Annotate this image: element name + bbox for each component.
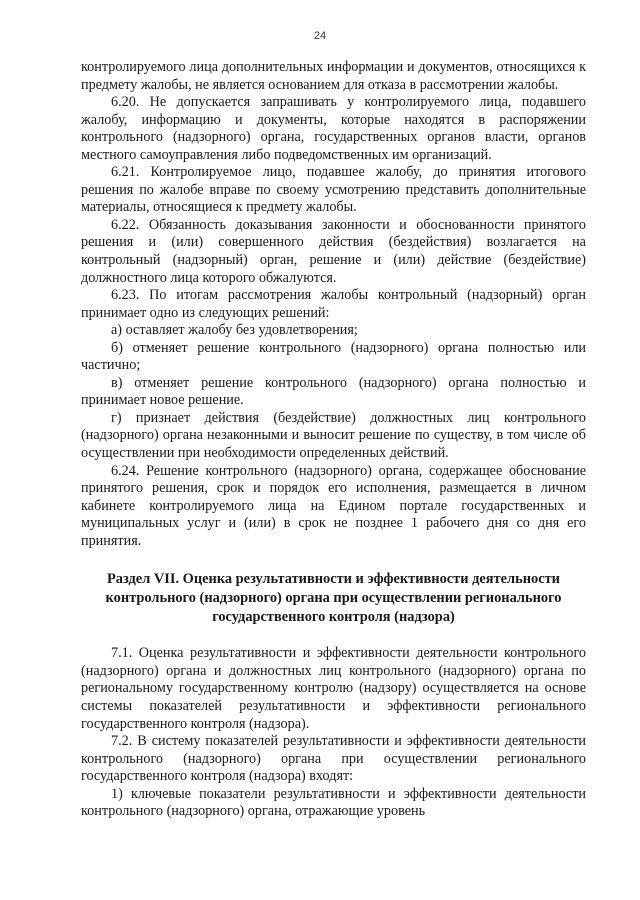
list-item-1: 1) ключевые показатели результативности и эффективности деятельности контрольного (надзорного) органа, отражающие уровень — [81, 785, 586, 820]
paragraph-6-22: 6.22. Обязанность доказывания законности и обоснованности принятого решения и (или) совершенного действия (бездействия) возлагается на контрольный (надзорный) орган, решение и (или) действие (бездействие) должностного лица которого обжалуются. — [81, 216, 586, 286]
paragraph-6-24: 6.24. Решение контрольного (надзорного) органа, содержащее обоснование принятого решения, срок и порядок его исполнения, размещается в личном кабинете контролируемого лица на Едином портале государственных и муниципальных услуг и (или) в срок не позднее 1 рабочего дня со дня его принятия. — [81, 462, 586, 549]
paragraph-6-20: 6.20. Не допускается запрашивать у контролируемого лица, подавшего жалобу, информацию и документы, которые находятся в распоряжении контрольного (надзорного) органа, государственных органов власти, органов местного самоуправления либо подведомственных им организаций. — [81, 94, 586, 163]
section-heading: Раздел VII. Оценка результативности и эффективности деятельности контрольного (надзорного) органа при осуществлении регионального государственного контроля (надзора) — [105, 571, 562, 626]
list-item-a: а) оставляет жалобу без удовлетворения; — [111, 322, 358, 339]
paragraph-continuation: контролируемого лица дополнительных информации и документов, относящихся к предмету жалобы, не является основанием для отказа в рассмотрении жалобы. — [81, 59, 586, 93]
list-item-b: б) отменяет решение контрольного (надзорного) органа полностью или частично; — [81, 339, 586, 374]
paragraph-7-2: 7.2. В систему показателей результативности и эффективности деятельности контрольного (надзорного) органа при осуществлении регионального государственного контроля (надзора) входят: — [81, 733, 586, 785]
list-item-v: в) отменяет решение контрольного (надзорного) органа полностью и принимает новое решение. — [81, 374, 586, 409]
list-item-g: г) признает действия (бездействие) должностных лиц контрольного (надзорного) органа незаконными и выносит решение по существу, в том числе об осуществлении при необходимости определенных действий. — [81, 409, 586, 462]
paragraph-6-21: 6.21. Контролируемое лицо, подавшее жалобу, до принятия итогового решения по жалобе вправе по своему усмотрению представить дополнительные материалы, относящиеся к предмету жалобы. — [81, 164, 586, 216]
document-body — [81, 59, 586, 821]
page-number: 24 — [313, 30, 327, 42]
paragraph-6-23: 6.23. По итогам рассмотрения жалобы контрольный (надзорный) орган принимает одно из следующих решений: — [81, 287, 586, 321]
paragraph-7-1: 7.1. Оценка результативности и эффективности деятельности контрольного (надзорного) органа и должностных лиц контрольного (надзорного) органа по региональному государственному контролю (надзору) осуществляется на основе системы показателей результативности и эффективности регионального государственного контроля (надзора). — [81, 645, 586, 732]
